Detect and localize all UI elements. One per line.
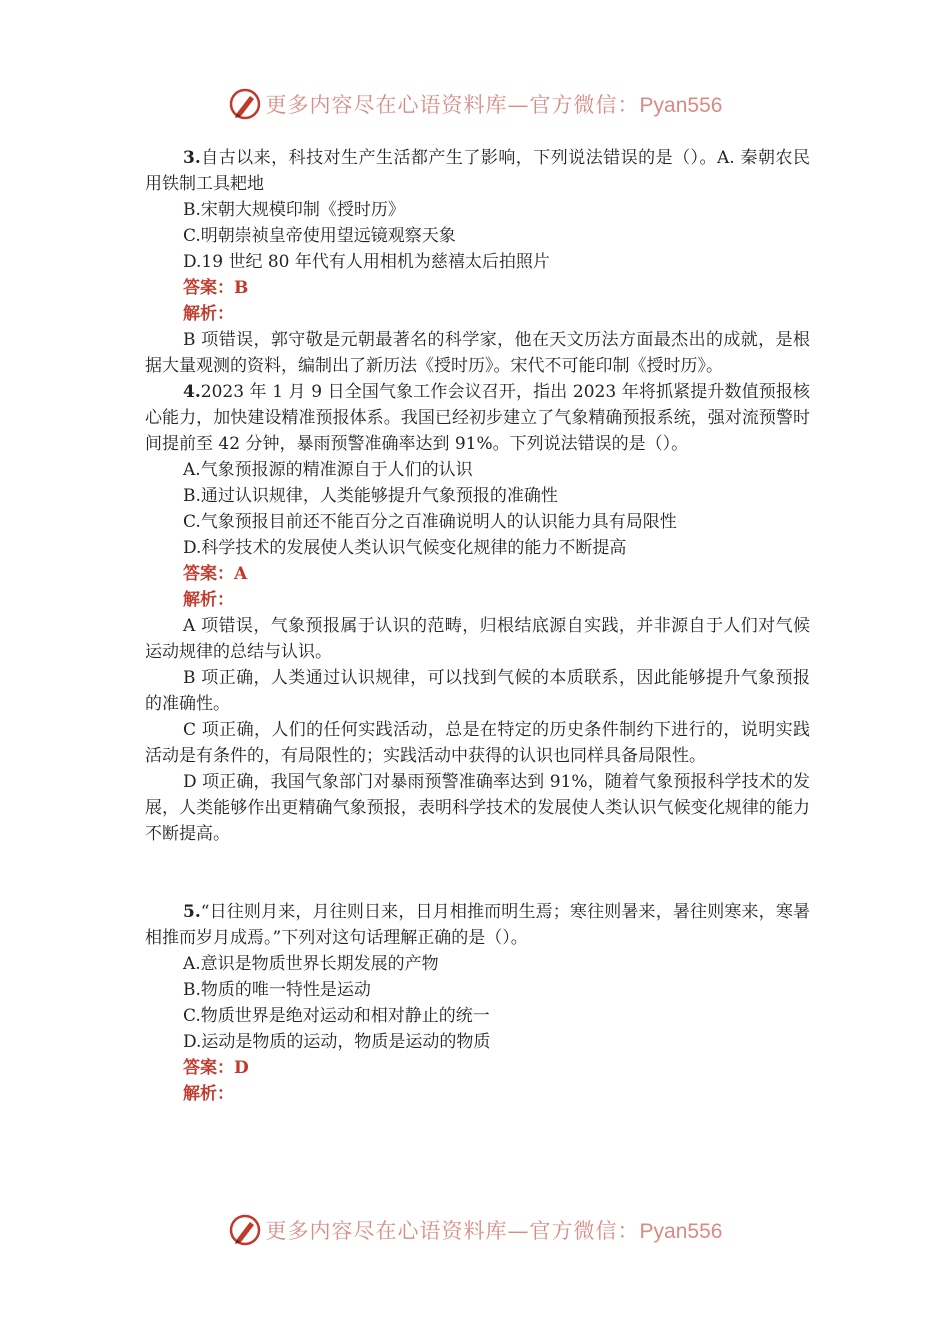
q4-explanation-c: C 项正确，人们的任何实践活动，总是在特定的历史条件制约下进行的，说明实践活动是有条件的，有局限性的；实践活动中获得的认识也同样具备局限性。 — [145, 720, 810, 766]
pen-logo-icon — [228, 1213, 262, 1247]
q5-answer: 答案：D — [183, 1058, 249, 1078]
header-banner — [0, 84, 950, 124]
q4-option-c: C.气象预报目前还不能百分之百准确说明人的认识能力具有局限性 — [183, 512, 677, 532]
q3-stem: 3.自古以来，科技对生产生活都产生了影响，下列说法错误的是（）。A. 秦朝农民用铁制工具耙地 — [145, 148, 810, 194]
q4-answer: 答案：A — [183, 564, 248, 584]
q5-stem: 5.“日往则月来，月往则日来，日月相推而明生焉；寒往则暑来，暑往则寒来，寒暑相推而岁月成焉。”下列对这句话理解正确的是（）。 — [145, 902, 810, 948]
q4-explanation-b: B 项正确，人类通过认识规律，可以找到气候的本质联系，因此能够提升气象预报的准确性。 — [145, 668, 810, 714]
q4-option-a: A.气象预报源的精准源自于人们的认识 — [183, 460, 473, 480]
q5-option-d: D.运动是物质的运动，物质是运动的物质 — [183, 1032, 491, 1052]
q3-answer: 答案：B — [183, 278, 249, 298]
q5-option-c: C.物质世界是绝对运动和相对静止的统一 — [183, 1006, 490, 1026]
q3-explanation: B 项错误，郭守敬是元朝最著名的科学家，他在天文历法方面最杰出的成就，是根据大量观测的资料，编制出了新历法《授时历》。宋代不可能印制《授时历》。 — [145, 330, 810, 376]
document-body — [145, 145, 810, 1107]
q3-option-c: C.明朝崇祯皇帝使用望远镜观察天象 — [183, 226, 456, 246]
q4-explanation-a: A 项错误，气象预报属于认识的范畴，归根结底源自实践，并非源自于人们对气候运动规律的总结与认识。 — [145, 616, 810, 662]
q4-explanation-label: 解析： — [183, 590, 234, 610]
wechat-id: Pyan556 — [639, 1220, 723, 1243]
q4-option-d: D.科学技术的发展使人类认识气候变化规律的能力不断提高 — [183, 538, 627, 558]
q4-explanation-d: D 项正确，我国气象部门对暴雨预警准确率达到 91%，随着气象预报科学技术的发展，人类能够作出更精确气象预报，表明科学技术的发展使人类认识气候变化规律的能力不断提高。 — [145, 772, 810, 844]
q5-explanation-label: 解析： — [183, 1084, 234, 1104]
q4-option-b: B.通过认识规律，人类能够提升气象预报的准确性 — [183, 486, 558, 506]
pen-logo-icon — [228, 87, 262, 121]
q3-option-d: D.19 世纪 80 年代有人用相机为慈禧太后拍照片 — [183, 252, 550, 272]
section-gap — [145, 847, 810, 899]
q4-stem: 4.2023 年 1 月 9 日全国气象工作会议召开，指出 2023 年将抓紧提升数值预报核心能力，加快建设精准预报体系。我国已经初步建立了气象精确预报系统，强对流预警时间提前至 42 分钟，暴雨预警准确率达到 91%。下列说法错误的是（）。 — [145, 382, 810, 454]
q3-option-b: B.宋朝大规模印制《授时历》 — [183, 200, 405, 220]
wechat-id: Pyan556 — [639, 94, 723, 117]
banner-text: 更多内容尽在心语资料库—官方微信：Pyan556 — [265, 1219, 723, 1243]
q3-explanation-label: 解析： — [183, 304, 234, 324]
q5-option-b: B.物质的唯一特性是运动 — [183, 980, 371, 1000]
q5-option-a: A.意识是物质世界长期发展的产物 — [183, 954, 439, 974]
footer-banner — [0, 1210, 950, 1250]
banner-text: 更多内容尽在心语资料库—官方微信：Pyan556 — [265, 93, 723, 117]
